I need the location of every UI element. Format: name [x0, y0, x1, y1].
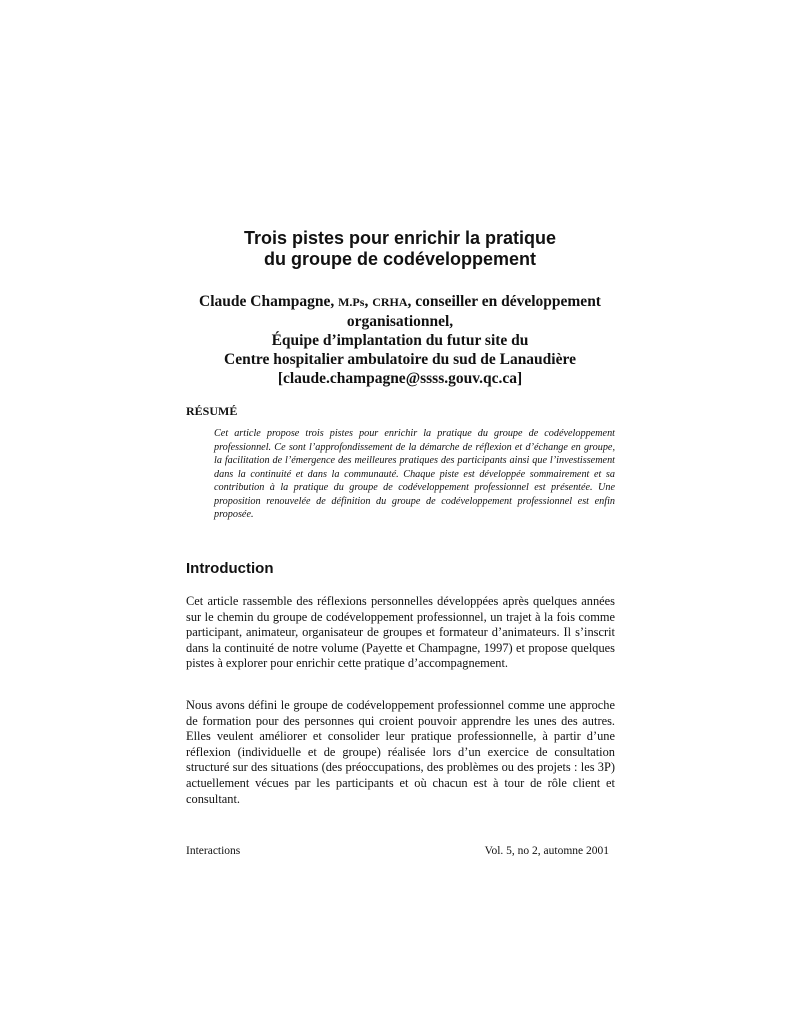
author-credential-crha: CRHA	[372, 295, 408, 309]
author-team: Équipe d’implantation du futur site du	[271, 332, 529, 349]
author-role: , conseiller en développement	[407, 293, 601, 310]
title-line-1: Trois pistes pour enrichir la pratique	[243, 228, 557, 248]
introduction-paragraph-1: Cet article rassemble des réflexions personnelles développées après quelques années sur le chemin du groupe de codéveloppement professionnel, un trajet à la fois comme participant, animateur, organisateur de groupes et formateur d’animateurs. Il s’inscrit dans la continuité de notre volume (Payette et Champagne, 1997) et propose quelques pistes à explorer pour enrichir cette pratique d’accompagnement.	[186, 594, 615, 671]
abstract-text: Cet article propose trois pistes pour enrichir la pratique du groupe de codéveloppement professionnel. Ce sont l’approfondissement de la démarche de réflexion et d’échange en groupe, la facilitation de l’émergence des meilleures pratiques des participants ainsi que l’investissement dans la continuité et dans la communauté. Chaque piste est développée sommairement et sa contribution à la pratique du groupe de codéveloppement professionnel est présentée. Une proposition renouvelée de définition du groupe de codéveloppement professionnel est enfin proposée.	[214, 428, 615, 520]
article-title	[0, 228, 791, 270]
author-name: Claude Champagne,	[199, 293, 335, 310]
introduction-heading: Introduction	[186, 560, 274, 577]
footer-issue: Vol. 5, no 2, automne 2001	[484, 845, 609, 857]
author-role-continued: organisationnel,	[346, 313, 454, 330]
abstract-heading: RÉSUMÉ	[186, 404, 238, 418]
author-block	[0, 292, 791, 388]
author-line	[0, 292, 791, 312]
footer-journal: Interactions	[186, 845, 241, 857]
credential-separator: ,	[364, 293, 369, 310]
author-credential-mps: M.Ps	[338, 295, 365, 309]
author-institution: Centre hospitalier ambulatoire du sud de Lanaudière	[224, 351, 576, 368]
title-line-2: du groupe de codéveloppement	[263, 249, 537, 269]
author-email: [claude.champagne@ssss.gouv.qc.ca]	[277, 370, 523, 387]
introduction-paragraph-2: Nous avons défini le groupe de codéveloppement professionnel comme une approche de formation pour des personnes qui croient pouvoir apprendre les unes des autres. Elles veulent améliorer et consolider leur pratique professionnelle, à partir d’une réflexion (individuelle et de groupe) réalisée lors d’un exercice de consultation structuré sur des situations (des préoccupations, des problèmes ou des projets : les 3P) actuellement vécues par les participants et où chacun est à tour de rôle client et consultant.	[186, 698, 615, 806]
